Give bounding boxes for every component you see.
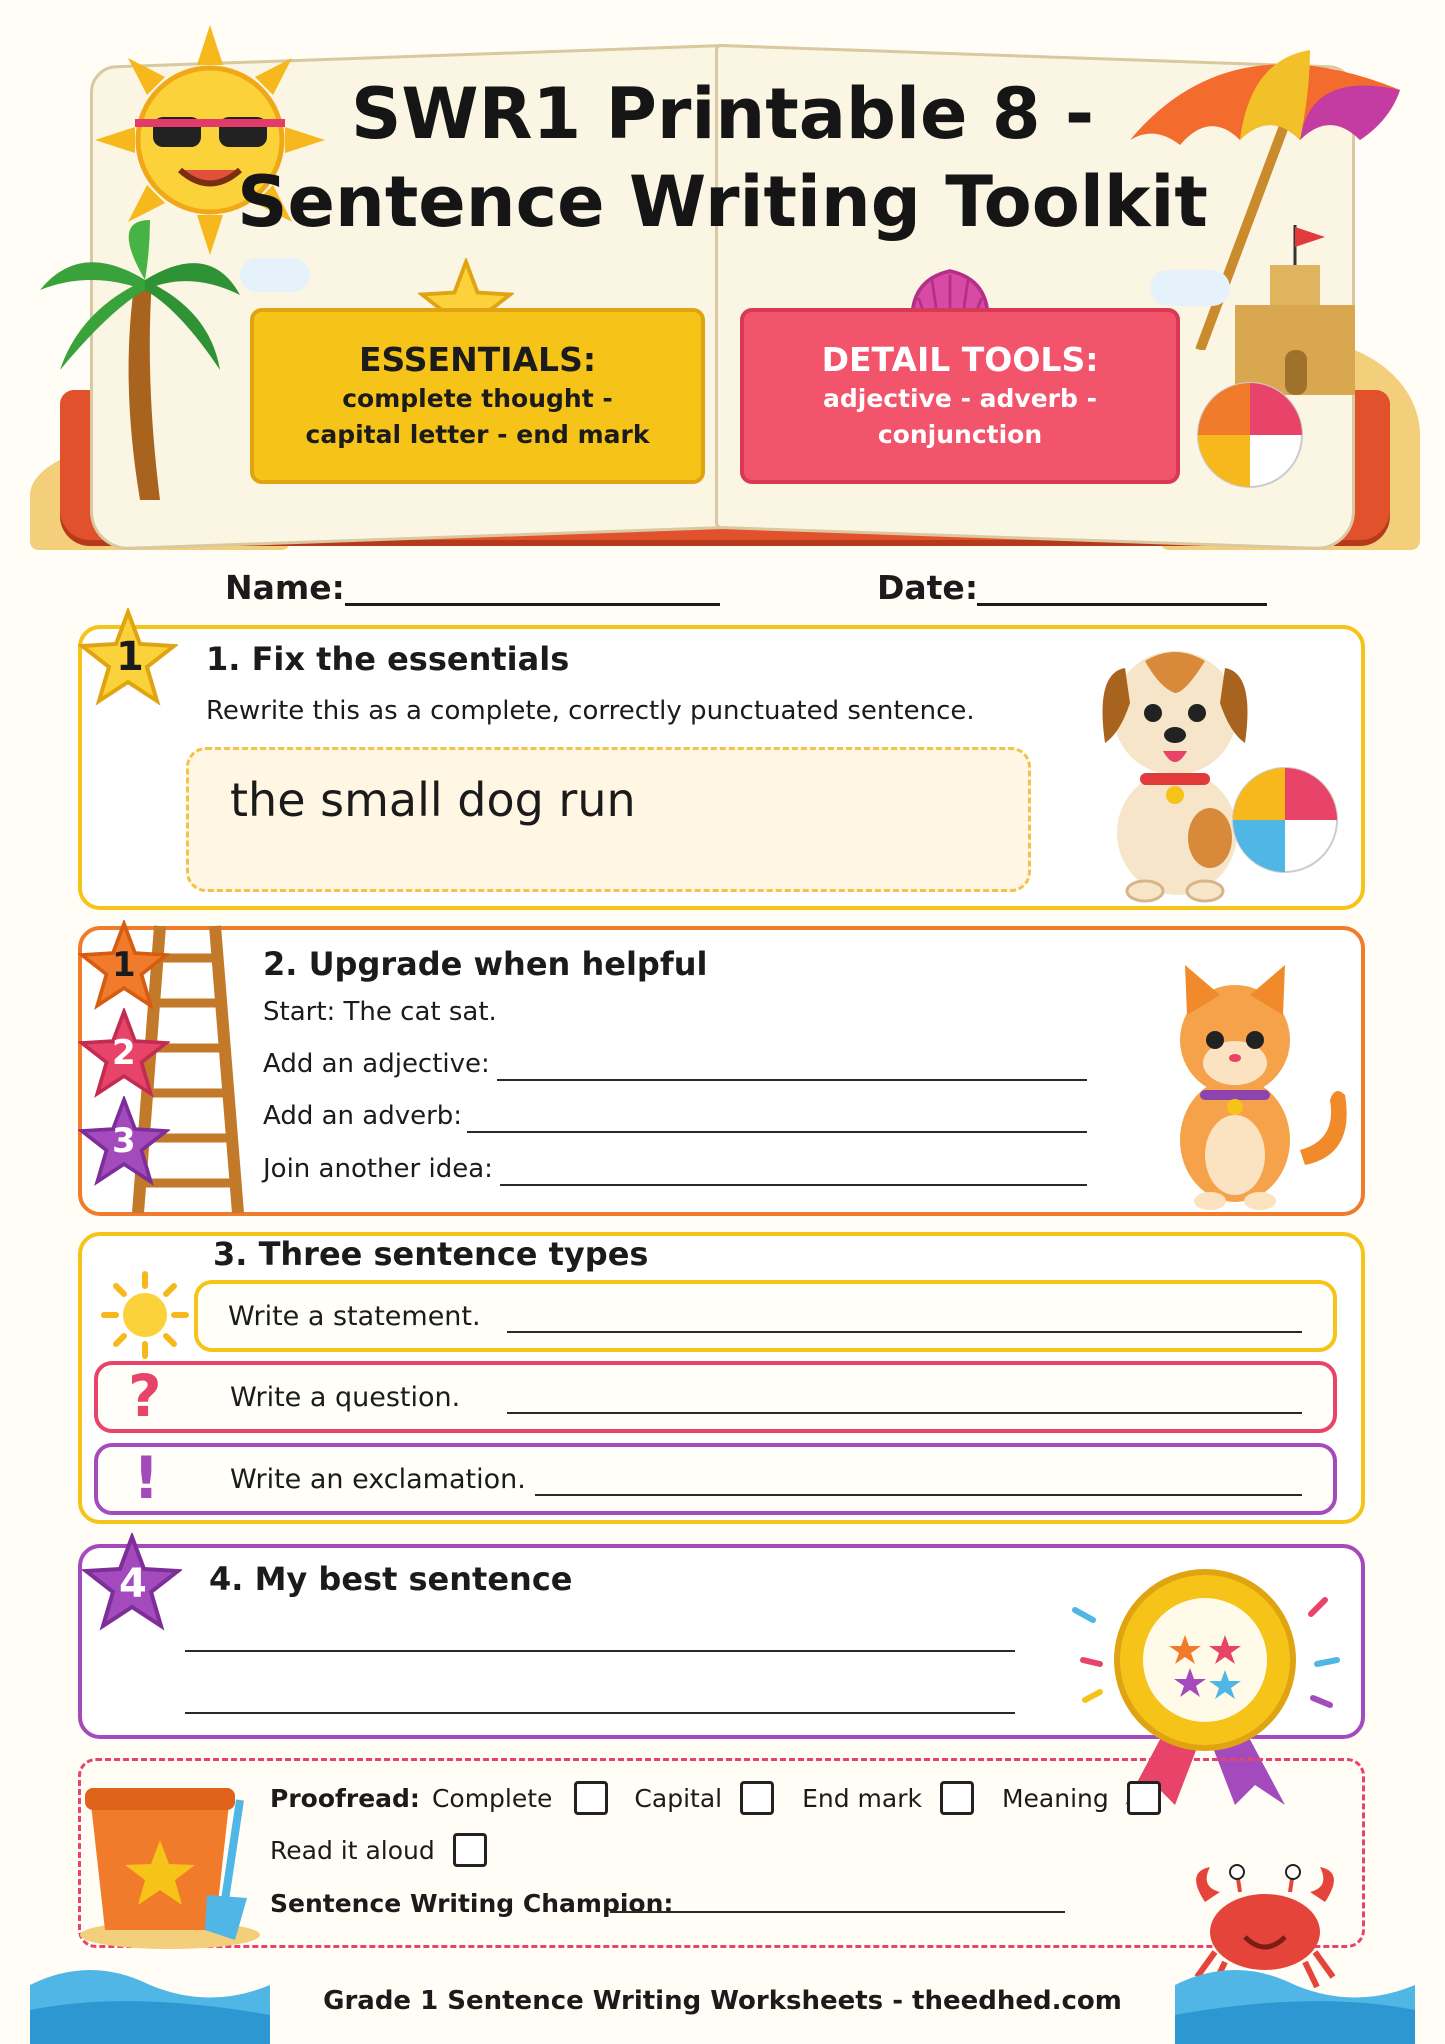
read-aloud-label: Read it aloud xyxy=(270,1835,435,1865)
question-row xyxy=(94,1361,1337,1433)
adverb-line[interactable] xyxy=(467,1131,1087,1133)
best-sentence-line-1[interactable] xyxy=(185,1650,1015,1652)
checkbox-end-mark[interactable] xyxy=(940,1781,974,1815)
statement-row xyxy=(194,1280,1337,1352)
sandcastle-icon xyxy=(1225,225,1365,395)
section-1-title: 1. Fix the essentials xyxy=(206,640,570,678)
proofread-item-capital: Capital xyxy=(634,1783,723,1813)
question-label: Write a question. xyxy=(230,1381,461,1413)
proofread-label: Proofread: xyxy=(270,1783,420,1813)
footer-text: Grade 1 Sentence Writing Worksheets - theedhed.com xyxy=(323,1986,1122,2016)
section-2-badge-2: 2 xyxy=(112,1033,136,1073)
essentials-banner xyxy=(250,308,705,484)
adjective-label: Add an adjective: xyxy=(263,1049,490,1079)
title-line-2: Sentence Writing Toolkit xyxy=(237,161,1208,243)
section-1-badge: 1 xyxy=(116,634,144,680)
exclamation-line[interactable] xyxy=(535,1494,1302,1496)
proofread-row-2 xyxy=(270,1830,487,1870)
adverb-label: Add an adverb: xyxy=(263,1101,463,1131)
palm-tree-icon xyxy=(40,220,240,500)
section-2-start: Start: The cat sat. xyxy=(263,997,497,1027)
section-1-sample-text: the small dog run xyxy=(230,773,636,827)
proofread-item-meaning: Meaning xyxy=(1001,1783,1109,1813)
section-2-title: 2. Upgrade when helpful xyxy=(263,945,708,983)
essentials-line-1: complete thought - xyxy=(342,384,613,413)
section-2-badge-3: 3 xyxy=(112,1121,136,1161)
checkbox-read-aloud[interactable] xyxy=(453,1833,487,1867)
section-3-title: 3. Three sentence types xyxy=(213,1235,649,1273)
champion-label: Sentence Writing Champion: xyxy=(270,1888,674,1918)
date-label: Date: xyxy=(877,568,979,607)
beach-ball-dog-icon xyxy=(1230,765,1340,875)
detail-tools-line-1: adjective - adverb - conjunction xyxy=(823,384,1097,449)
section-2-badge-1: 1 xyxy=(112,945,136,985)
exclamation-row xyxy=(94,1443,1337,1515)
exclamation-icon: ! xyxy=(133,1444,160,1512)
section-1-instruction: Rewrite this as a complete, correctly punctuated sentence. xyxy=(206,696,975,726)
section-4-badge: 4 xyxy=(119,1561,147,1607)
champion-line[interactable] xyxy=(610,1911,1065,1913)
cat-icon xyxy=(1155,965,1355,1210)
checkbox-complete[interactable] xyxy=(574,1781,608,1815)
section-4-title: 4. My best sentence xyxy=(209,1560,573,1598)
adjective-line[interactable] xyxy=(497,1079,1087,1081)
proofread-item-end-mark: End mark xyxy=(802,1783,922,1813)
detail-tools-banner xyxy=(740,308,1180,484)
essentials-heading: ESSENTIALS: xyxy=(358,340,597,379)
date-field[interactable] xyxy=(977,603,1267,606)
name-label: Name: xyxy=(225,568,345,607)
essentials-line-2: capital letter - end mark xyxy=(305,420,650,449)
name-field[interactable] xyxy=(345,603,720,606)
best-sentence-line-2[interactable] xyxy=(185,1712,1015,1714)
join-idea-line[interactable] xyxy=(500,1184,1087,1186)
proofread-row-1 xyxy=(270,1778,1161,1818)
statement-line[interactable] xyxy=(507,1331,1302,1333)
checkbox-meaning[interactable] xyxy=(1127,1781,1161,1815)
page-title xyxy=(200,70,1245,246)
beach-ball-icon xyxy=(1195,380,1305,490)
title-line-1: SWR1 Printable 8 - xyxy=(350,73,1095,155)
detail-tools-heading: DETAIL TOOLS: xyxy=(821,340,1099,379)
proofread-item-complete: Complete xyxy=(431,1783,553,1813)
cloud-left xyxy=(240,258,310,292)
cloud-right xyxy=(1150,270,1230,306)
question-icon: ? xyxy=(128,1362,162,1430)
join-idea-label: Join another idea: xyxy=(263,1154,493,1184)
sand-bucket-icon xyxy=(75,1780,265,1950)
proofread-row-3 xyxy=(270,1883,673,1923)
statement-label: Write a statement. xyxy=(228,1300,481,1332)
question-line[interactable] xyxy=(507,1412,1302,1414)
sun-icon xyxy=(100,1270,190,1360)
exclamation-label: Write an exclamation. xyxy=(230,1463,526,1495)
checkbox-capital[interactable] xyxy=(740,1781,774,1815)
